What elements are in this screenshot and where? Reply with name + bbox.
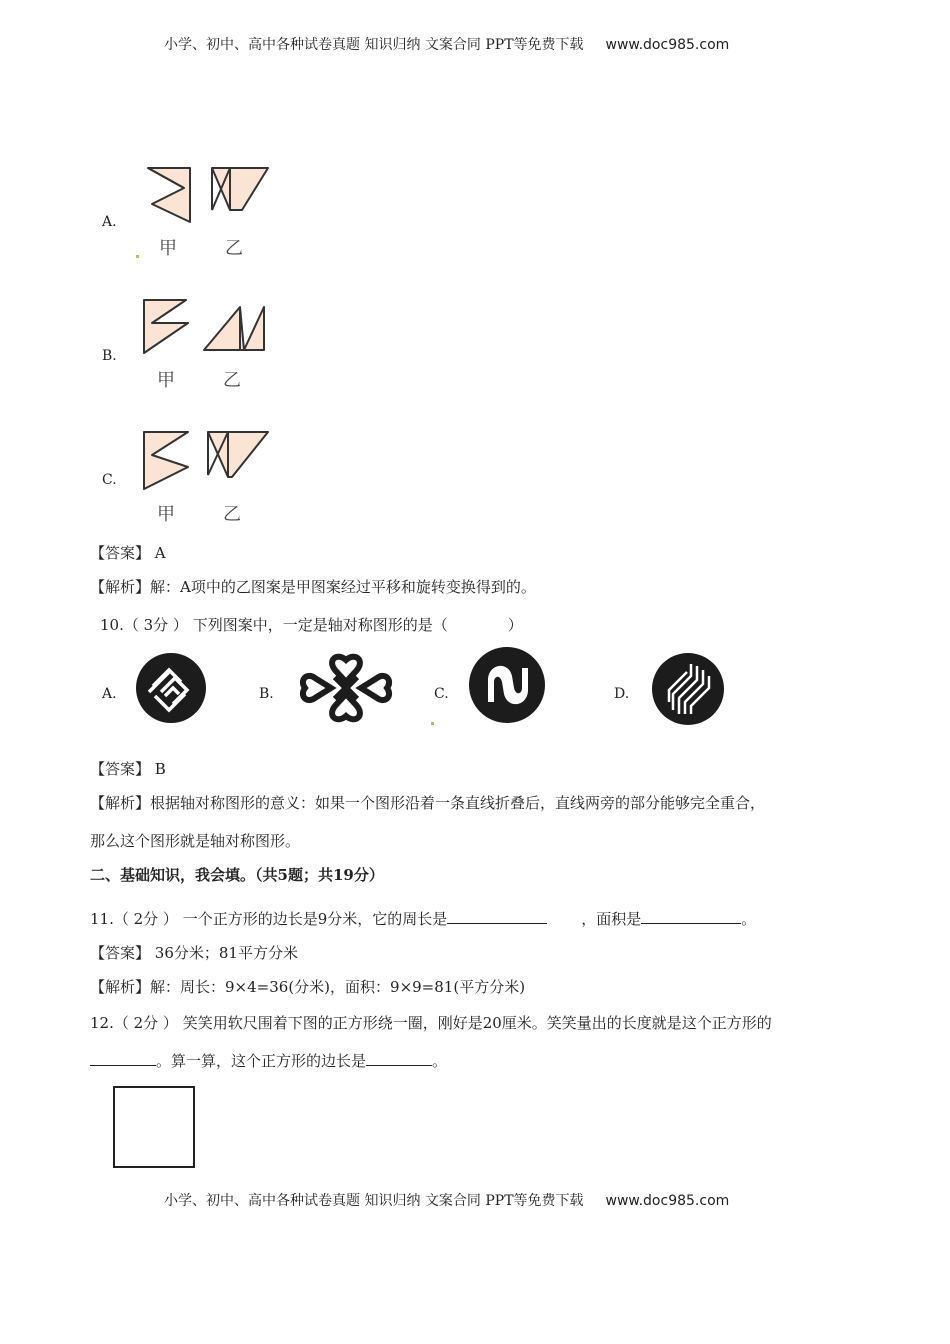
q12-blank-1[interactable]: [90, 1051, 156, 1066]
china-unicom-knot-logo: [297, 652, 395, 724]
q10-option-d-label: D.: [614, 686, 630, 702]
q10-analysis-line1: [90, 792, 765, 813]
footer-text: 小学、初中、高中各种试卷真题 知识归纳 文案合同 PPT等免费下载: [164, 1193, 584, 1209]
analysis-text: 根据轴对称图形的意义：如果一个图形沿着一条直线折叠后，直线两旁的部分能够完全重合，: [150, 794, 766, 812]
analysis-tag: 【解析】: [90, 978, 151, 996]
q9-answer: [90, 542, 166, 563]
option-b-figure: [140, 295, 275, 365]
q12-line1: 12.（ 2分 ） 笑笑用软尺围着下图的正方形绕一圈，刚好是20厘米。笑笑量出的长度就是这个正方形的: [90, 1014, 772, 1032]
option-a-label: A.: [102, 214, 117, 230]
q11-answer: [90, 942, 298, 963]
figure-jia: [148, 168, 190, 222]
speck: [136, 255, 139, 258]
analysis-text: 解：A项中的乙图案是甲图案经过平移和旋转变换得到的。: [150, 578, 536, 596]
q10-question: 10.（ 3分 ） 下列图案中，一定是轴对称图形的是（ ）: [100, 616, 523, 634]
q10-option-a-label: A.: [102, 686, 117, 702]
area-blank[interactable]: [641, 909, 741, 924]
q10-analysis-line2: 那么这个图形就是轴对称图形。: [90, 832, 301, 850]
figure-jia: [144, 300, 188, 353]
q10-answer: [90, 758, 166, 779]
page-footer: [164, 1190, 729, 1210]
figure-yi: [204, 307, 264, 350]
square-figure: [113, 1086, 195, 1168]
q11-analysis: [90, 976, 525, 997]
option-c-caption-jia: 甲: [157, 504, 175, 525]
q11-question: [90, 908, 756, 929]
analysis-text: 解：周长：9×4=36(分米)，面积：9×9=81(平方分米): [150, 978, 526, 996]
option-b-caption-yi: 乙: [223, 370, 241, 391]
q12-mid: 。算一算，这个正方形的边长是: [156, 1052, 367, 1070]
header-text: 小学、初中、高中各种试卷真题 知识归纳 文案合同 PPT等免费下载: [164, 37, 584, 53]
option-c-figure: [140, 425, 275, 495]
header-site[interactable]: www.doc985.com: [605, 37, 730, 53]
answer-tag: 【答案】: [90, 760, 151, 778]
figure-jia: [144, 432, 188, 489]
q10-option-b-label: B.: [259, 686, 274, 702]
answer-tag: 【答案】: [90, 544, 151, 562]
answer-value: A: [154, 544, 166, 562]
q11-end: 。: [741, 910, 757, 928]
q9-analysis: [90, 576, 536, 597]
answer-value: 36分米；81平方分米: [154, 944, 298, 962]
q11-prefix: 11.（ 2分 ） 一个正方形的边长是9分米，它的周长是: [90, 910, 448, 928]
answer-tag: 【答案】: [90, 944, 151, 962]
analysis-tag: 【解析】: [90, 578, 151, 596]
option-b-label: B.: [102, 348, 117, 364]
analysis-tag: 【解析】: [90, 794, 151, 812]
stripe-circle-logo: [651, 652, 725, 726]
n-circle-logo: [468, 646, 546, 724]
q10-option-c-label: C.: [434, 686, 449, 702]
option-c-label: C.: [102, 472, 117, 488]
answer-value: B: [154, 760, 166, 778]
q11-mid: ，面积是: [581, 910, 642, 928]
option-c-caption-yi: 乙: [223, 504, 241, 525]
q12-blank-2[interactable]: [366, 1051, 432, 1066]
footer-site[interactable]: www.doc985.com: [605, 1193, 730, 1209]
q12-line2: [90, 1050, 447, 1071]
section-title: 二、基础知识，我会填。（共5题；共19分）: [90, 866, 384, 884]
perimeter-blank[interactable]: [447, 909, 547, 924]
option-b-caption-jia: 甲: [157, 370, 175, 391]
option-a-caption-yi: 乙: [225, 238, 243, 259]
china-mobile-logo: [135, 652, 207, 724]
page-header: [164, 34, 729, 54]
q12-end: 。: [432, 1052, 448, 1070]
option-a-caption-jia: 甲: [159, 238, 177, 259]
speck: [431, 722, 434, 725]
